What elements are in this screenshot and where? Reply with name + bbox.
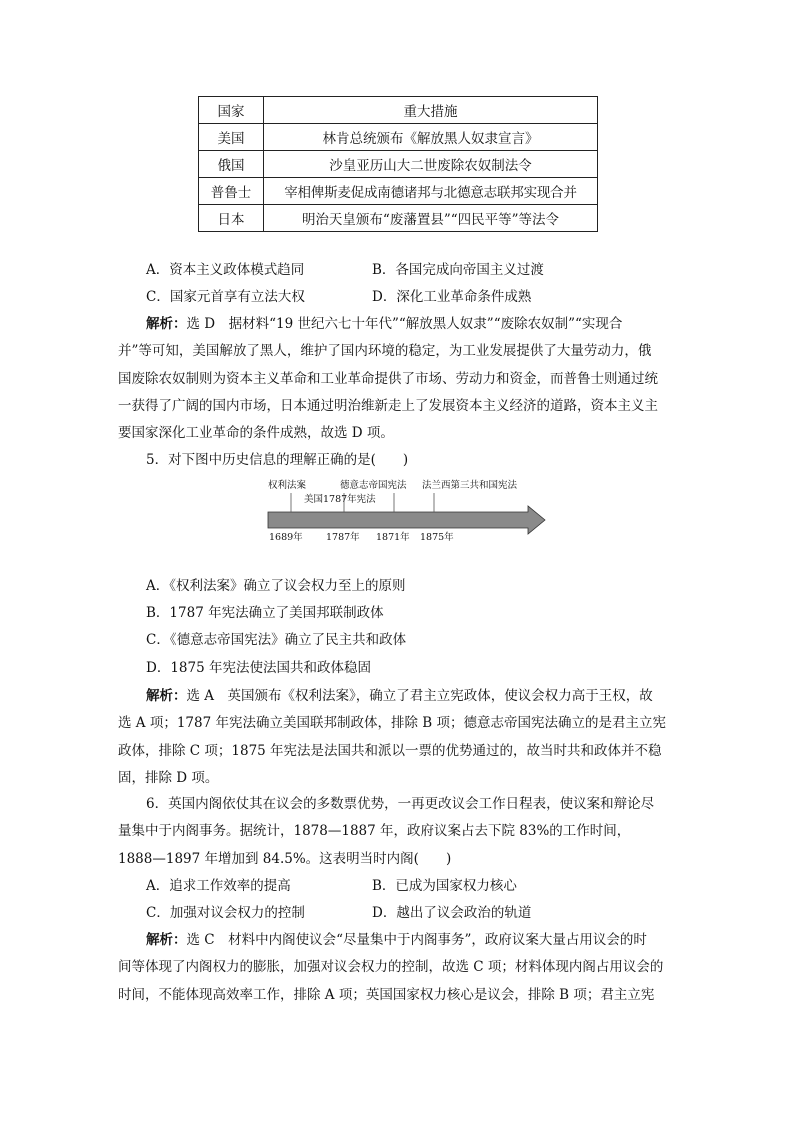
table-header-cell: 重大措施 bbox=[264, 97, 598, 124]
timeline-event-label: 美国1787年宪法 bbox=[304, 494, 376, 505]
analysis-line: 政体，排除 C 项；1875 年宪法是法国共和派以一票的优势通过的，故当时共和政体并不稳 bbox=[118, 742, 662, 759]
analysis-line: 一获得了广阔的国内市场，日本通过明治维新走上了发展资本主义经济的道路，资本主义主 bbox=[118, 397, 658, 414]
q6-option-b: B．已成为国家权力核心 bbox=[372, 878, 517, 894]
q5-option-d: D．1875 年宪法使法国共和政体稳固 bbox=[146, 660, 371, 676]
table-header-row bbox=[199, 97, 598, 124]
q5-stem: 5．对下图中历史信息的理解正确的是( ) bbox=[146, 452, 409, 468]
analysis-line: 要国家深化工业革命的条件成熟，故选 D 项。 bbox=[118, 425, 394, 442]
analysis-line: 选 C 材料中内阁使议会“尽量集中于内阁事务”，政府议案大量占用议会的时 bbox=[186, 932, 647, 948]
q4-analysis bbox=[118, 314, 680, 450]
table-cell-country: 美国 bbox=[199, 124, 264, 151]
table-header-cell: 国家 bbox=[199, 97, 264, 124]
timeline-event-label: 德意志帝国宪法 bbox=[340, 480, 407, 491]
timeline-figure bbox=[264, 474, 554, 548]
q6-option-d: D．越出了议会政治的轨道 bbox=[372, 905, 532, 921]
q6-analysis bbox=[118, 930, 680, 1012]
analysis-line: 选 A 项；1787 年宪法确立美国联邦制政体，排除 B 项；德意志帝国宪法确立的是君主立宪 bbox=[118, 715, 666, 732]
q5-option-b: B．1787 年宪法确立了美国邦联制政体 bbox=[146, 605, 384, 621]
timeline-year-label: 1871年 bbox=[376, 532, 410, 543]
q5-analysis bbox=[118, 686, 680, 795]
timeline-year-label: 1787年 bbox=[326, 532, 360, 543]
analysis-line: 选 A 英国颁布《权利法案》，确立了君主立宪政体，使议会权力高于王权，故 bbox=[186, 688, 653, 704]
analysis-line: 选 D 据材料“19 世纪六七十年代”“解放黑人奴隶”“废除农奴制”“实现合 bbox=[186, 316, 623, 332]
analysis-line: 间等体现了内阁权力的膨胀，加强对议会权力的控制，故选 C 项；材料体现内阁占用议会的 bbox=[118, 959, 664, 976]
timeline-event-label: 法兰西第三共和国宪法 bbox=[422, 480, 518, 491]
stem-line: 1888—1897 年增加到 84.5%。这表明当时内阁( ) bbox=[118, 850, 452, 867]
q4-option-b: B．各国完成向帝国主义过渡 bbox=[372, 262, 544, 278]
table-row bbox=[199, 205, 598, 232]
q5-option-a: A．《权利法案》确立了议会权力至上的原则 bbox=[146, 578, 406, 594]
timeline-year-label: 1689年 bbox=[269, 532, 303, 543]
q6-option-c: C．加强对议会权力的控制 bbox=[146, 905, 305, 921]
table-cell-country: 日本 bbox=[199, 205, 264, 232]
analysis-line: 固，排除 D 项。 bbox=[118, 769, 219, 786]
stem-line: 量集中于内阁事务。据统计，1878—1887 年，政府议案占去下院 83%的工作时间， bbox=[118, 823, 631, 840]
stem-line: 6．英国内阁依仗其在议会的多数票优势，一再更改议会工作日程表，使议案和辩论尽 bbox=[146, 796, 655, 812]
q5-option-c: C．《德意志帝国宪法》确立了民主共和政体 bbox=[146, 632, 407, 648]
analysis-line: 并”等可知，美国解放了黑人，维护了国内环境的稳定，为工业发展提供了大量劳动力，俄 bbox=[118, 343, 652, 360]
table-cell-measure: 宰相俾斯麦促成南德诸邦与北德意志联邦实现合并 bbox=[264, 178, 598, 205]
timeline-event-label: 权利法案 bbox=[268, 480, 307, 491]
table-cell-measure: 沙皇亚历山大二世废除农奴制法令 bbox=[264, 151, 598, 178]
analysis-label: 解析： bbox=[146, 688, 187, 704]
table-cell-measure: 林肯总统颁布《解放黑人奴隶宣言》 bbox=[264, 124, 598, 151]
analysis-label: 解析： bbox=[146, 932, 187, 948]
analysis-line: 国废除农奴制则为资本主义革命和工业革命提供了市场、劳动力和资金，而普鲁士则通过统 bbox=[118, 370, 658, 387]
analysis-line: 时间，不能体现高效率工作，排除 A 项；英国国家权力核心是议会，排除 B 项；君主立宪 bbox=[118, 986, 655, 1003]
q4-option-a: A．资本主义政体模式趋同 bbox=[146, 262, 305, 278]
table-row bbox=[199, 178, 598, 205]
table-cell-country: 俄国 bbox=[199, 151, 264, 178]
table-cell-measure: 明治天皇颁布“废藩置县”“四民平等”等法令 bbox=[264, 205, 598, 232]
q4-option-c: C．国家元首享有立法大权 bbox=[146, 289, 305, 305]
table-row bbox=[199, 124, 598, 151]
q6-stem bbox=[118, 794, 680, 876]
timeline-arrow bbox=[268, 506, 545, 534]
q4-option-d: D．深化工业革命条件成熟 bbox=[372, 289, 532, 305]
timeline-year-label: 1875年 bbox=[420, 532, 454, 543]
table-cell-country: 普鲁士 bbox=[199, 178, 264, 205]
measures-table bbox=[198, 96, 598, 232]
table-row bbox=[199, 151, 598, 178]
q6-option-a: A．追求工作效率的提高 bbox=[146, 878, 291, 894]
analysis-label: 解析： bbox=[146, 316, 187, 332]
